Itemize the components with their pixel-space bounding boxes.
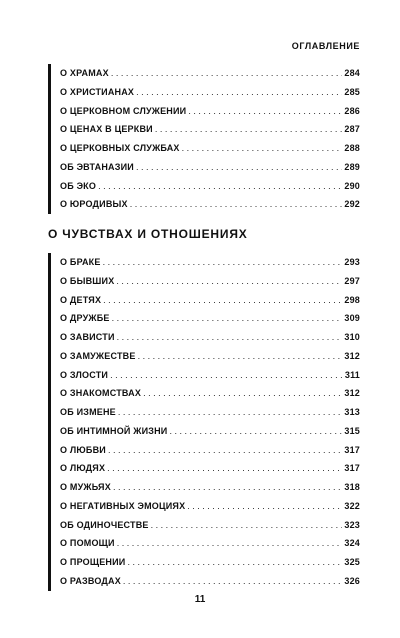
toc-entry-title: О ЗАВИСТИ: [60, 332, 115, 342]
toc-entry-page: 317: [344, 463, 360, 474]
toc-entry-page: 326: [344, 575, 360, 586]
toc-entry-title: О БЫВШИХ: [60, 275, 115, 286]
toc-entry-page: 325: [344, 557, 360, 567]
toc-entry[interactable]: [60, 403, 360, 422]
dot-leader: [136, 83, 342, 102]
toc-entry-page: 290: [344, 180, 360, 191]
toc-entry[interactable]: [60, 553, 360, 572]
toc-entry-page: 288: [344, 143, 360, 153]
toc-entry-page: 289: [344, 161, 360, 172]
toc-entry-title: О РАЗВОДАХ: [60, 575, 121, 586]
toc-entry-title: ОБ ЭВТАНАЗИИ: [60, 161, 134, 172]
dot-leader: [138, 347, 343, 366]
toc-entry[interactable]: [60, 441, 360, 460]
dot-leader: [117, 328, 343, 347]
toc-entry-title: О ЛЮБВИ: [60, 444, 106, 455]
toc-list-1: [48, 64, 360, 214]
dot-leader: [143, 384, 342, 403]
toc-entry-title: О МУЖЬЯХ: [60, 482, 111, 492]
toc-entry-title: О ДРУЖБЕ: [60, 313, 110, 324]
toc-entry-page: 315: [344, 425, 360, 436]
toc-entry[interactable]: [60, 516, 360, 535]
toc-entry[interactable]: [60, 459, 360, 478]
toc-entry-page: 293: [344, 257, 360, 267]
toc-entry-page: 285: [344, 86, 360, 97]
toc-entry-title: ОБ ИЗМЕНЕ: [60, 407, 116, 417]
dot-leader: [123, 572, 342, 591]
toc-entry-title: О БРАКЕ: [60, 257, 101, 267]
page-number: 11: [194, 594, 206, 605]
section-heading: О ЧУВСТВАХ И ОТНОШЕНИЯХ: [48, 227, 248, 241]
toc-entry-title: О ПОМОЩИ: [60, 538, 115, 549]
toc-entry-title: О ЦЕРКОВНЫХ СЛУЖБАХ: [60, 143, 180, 153]
dot-leader: [136, 158, 342, 177]
toc-list-2: [48, 253, 360, 591]
toc-entry-page: 311: [344, 369, 360, 380]
toc-entry-page: 310: [344, 332, 360, 342]
toc-entry-page: 317: [344, 444, 360, 455]
toc-entry[interactable]: [60, 64, 360, 83]
toc-entry[interactable]: [60, 253, 360, 272]
dot-leader: [107, 459, 342, 478]
toc-entry-title: О ДЕТЯХ: [60, 294, 102, 305]
dot-leader: [127, 553, 342, 572]
toc-entry-title: О ЦЕНАХ В ЦЕРКВИ: [60, 124, 153, 135]
toc-entry-page: 292: [344, 199, 360, 210]
dot-leader: [188, 102, 342, 121]
dot-leader: [111, 64, 343, 83]
toc-entry-page: 287: [344, 124, 360, 135]
toc-entry[interactable]: [60, 366, 360, 385]
toc-entry-title: О ЦЕРКОВНОМ СЛУЖЕНИИ: [60, 105, 187, 116]
toc-entry[interactable]: [60, 195, 360, 214]
toc-entry-title: О ЗЛОСТИ: [60, 369, 109, 380]
toc-entry[interactable]: [60, 497, 360, 516]
toc-entry-title: О ЗНАКОМСТВАХ: [60, 388, 142, 399]
toc-entry[interactable]: [60, 328, 360, 347]
toc-entry-page: 322: [344, 500, 360, 511]
dot-leader: [169, 422, 342, 441]
toc-entry[interactable]: [60, 177, 360, 196]
toc-entry-title: ОБ ИНТИМНОЙ ЖИЗНИ: [60, 425, 168, 436]
toc-entry-title: О НЕГАТИВНЫХ ЭМОЦИЯХ: [60, 500, 186, 511]
toc-entry-page: 312: [344, 350, 360, 361]
toc-entry[interactable]: [60, 158, 360, 177]
toc-entry[interactable]: [60, 384, 360, 403]
dot-leader: [130, 195, 343, 214]
dot-leader: [182, 139, 343, 158]
toc-entry[interactable]: [60, 120, 360, 139]
dot-leader: [118, 403, 342, 422]
toc-entry[interactable]: [60, 572, 360, 591]
toc-entry-title: ОБ ОДИНОЧЕСТВЕ: [60, 519, 149, 530]
toc-entry[interactable]: [60, 291, 360, 310]
toc-entry-page: 318: [344, 482, 360, 492]
dot-leader: [98, 177, 342, 196]
dot-leader: [113, 478, 342, 497]
toc-entry-page: 298: [344, 294, 360, 305]
toc-entry[interactable]: [60, 272, 360, 291]
toc-block-1: [48, 64, 360, 214]
toc-entry[interactable]: [60, 83, 360, 102]
dot-leader: [117, 534, 343, 553]
dot-leader: [187, 497, 342, 516]
toc-entry-page: 286: [344, 105, 360, 116]
toc-entry-page: 323: [344, 519, 360, 530]
dot-leader: [103, 291, 342, 310]
toc-entry[interactable]: [60, 534, 360, 553]
toc-entry-title: О ЮРОДИВЫХ: [60, 199, 128, 210]
toc-entry-title: О ПРОЩЕНИИ: [60, 557, 126, 567]
toc-block-2-bar: [48, 253, 51, 591]
dot-leader: [103, 253, 343, 272]
dot-leader: [155, 120, 343, 139]
toc-entry-title: О ЗАМУЖЕСТВЕ: [60, 350, 136, 361]
dot-leader: [112, 309, 343, 328]
toc-entry[interactable]: [60, 478, 360, 497]
toc-entry-title: О ЛЮДЯХ: [60, 463, 106, 474]
toc-entry-title: О ХРИСТИАНАХ: [60, 86, 135, 97]
dot-leader: [108, 441, 342, 460]
toc-block-1-bar: [48, 64, 51, 214]
toc-entry-title: О ХРАМАХ: [60, 68, 109, 78]
toc-entry-title: ОБ ЭКО: [60, 180, 97, 191]
toc-entry[interactable]: [60, 347, 360, 366]
toc-entry[interactable]: [60, 139, 360, 158]
toc-entry-page: 309: [344, 313, 360, 324]
toc-entry-page: 284: [344, 68, 360, 78]
toc-entry[interactable]: [60, 422, 360, 441]
toc-entry-page: 313: [344, 407, 360, 417]
toc-block-2: [48, 253, 360, 591]
toc-entry[interactable]: [60, 309, 360, 328]
running-head: ОГЛАВЛЕНИЕ: [291, 41, 360, 51]
toc-entry-page: 297: [344, 275, 360, 286]
dot-leader: [116, 272, 342, 291]
toc-entry-page: 324: [344, 538, 360, 549]
toc-entry-page: 312: [344, 388, 360, 399]
dot-leader: [110, 366, 343, 385]
dot-leader: [151, 516, 343, 535]
toc-entry[interactable]: [60, 102, 360, 121]
